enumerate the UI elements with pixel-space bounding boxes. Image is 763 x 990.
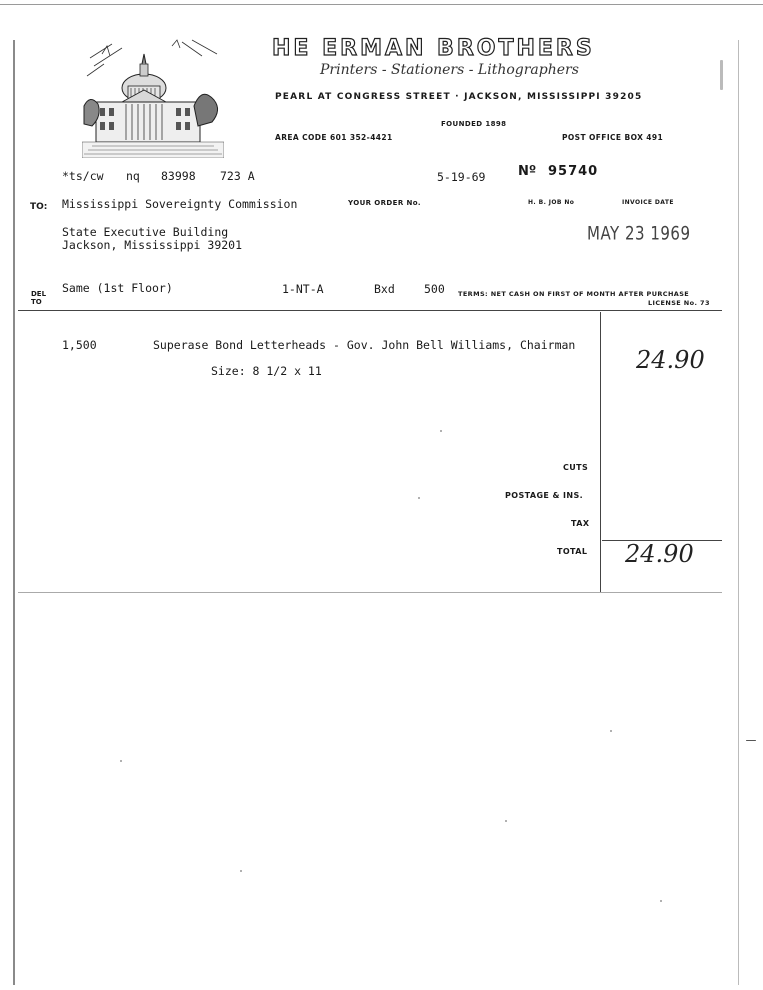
invoice-date-stamp: MAY 23 1969 — [587, 221, 691, 245]
amount-column-divider — [600, 312, 601, 592]
invoice-number-label: Nº — [518, 164, 537, 179]
table-bottom-rule — [18, 592, 722, 593]
total-amount: 24.90 — [625, 540, 694, 568]
capitol-building-illustration — [82, 36, 224, 158]
to-label: TO: — [30, 202, 48, 212]
delivery-bxd: Bxd — [374, 282, 395, 296]
ref-item: 723 A — [220, 169, 255, 183]
invoice-date-label: INVOICE DATE — [622, 199, 674, 206]
license-number: LICENSE No. 73 — [648, 299, 710, 307]
to-line-label: TO — [31, 298, 42, 306]
order-date: 5-19-69 — [437, 170, 486, 184]
item-description: Superase Bond Letterheads - Gov. John Bell Williams, Chairman — [153, 338, 576, 352]
del-to-label — [31, 290, 46, 306]
scan-speck — [660, 900, 662, 902]
recipient-address-1: State Executive Building — [62, 225, 229, 239]
recipient-address-2: Jackson, Mississippi 39201 — [62, 238, 243, 252]
your-order-label: YOUR ORDER No. — [348, 199, 421, 207]
item-amount: 24.90 — [636, 346, 705, 374]
postage-label: POSTAGE & INS. — [505, 491, 584, 500]
scan-speck — [505, 820, 507, 822]
phone-number: AREA CODE 601 352-4421 — [275, 133, 393, 142]
scan-right-edge — [738, 40, 739, 985]
del-label: DEL — [31, 290, 47, 298]
company-name: HE ERMAN BROTHERS — [272, 36, 595, 61]
ref-nq: nq — [126, 169, 140, 183]
ref-code: *ts/cw — [62, 169, 104, 183]
invoice-number: 95740 — [548, 164, 599, 179]
scan-top-edge — [0, 4, 763, 5]
hb-job-label: H. B. JOB No — [528, 199, 575, 206]
scan-speck — [440, 430, 442, 432]
cuts-label: CUTS — [563, 463, 589, 472]
delivery-to: Same (1st Floor) — [62, 281, 173, 295]
scan-speck — [240, 870, 242, 872]
scan-left-edge — [13, 40, 15, 985]
total-label: TOTAL — [557, 547, 588, 556]
scan-speck — [746, 740, 756, 741]
terms-text: TERMS: NET CASH ON FIRST OF MONTH AFTER PURCHASE — [458, 290, 690, 298]
delivery-code: 1-NT-A — [282, 282, 324, 296]
table-top-rule — [18, 310, 722, 311]
scan-speck — [720, 60, 723, 90]
recipient-name: Mississippi Sovereignty Commission — [62, 197, 298, 211]
delivery-qty: 500 — [424, 282, 445, 296]
tax-label: TAX — [571, 519, 590, 528]
company-tagline: Printers - Stationers - Lithographers — [320, 62, 579, 78]
founded-year: FOUNDED 1898 — [441, 120, 507, 128]
ref-number: 83998 — [161, 169, 196, 183]
scan-speck — [120, 760, 122, 762]
scan-speck — [418, 497, 420, 499]
item-size: Size: 8 1/2 x 11 — [211, 364, 322, 378]
company-address: PEARL AT CONGRESS STREET · JACKSON, MISSISSIPPI 39205 — [275, 92, 643, 102]
po-box: POST OFFICE BOX 491 — [562, 133, 664, 142]
scan-speck — [610, 730, 612, 732]
item-quantity: 1,500 — [62, 338, 97, 352]
